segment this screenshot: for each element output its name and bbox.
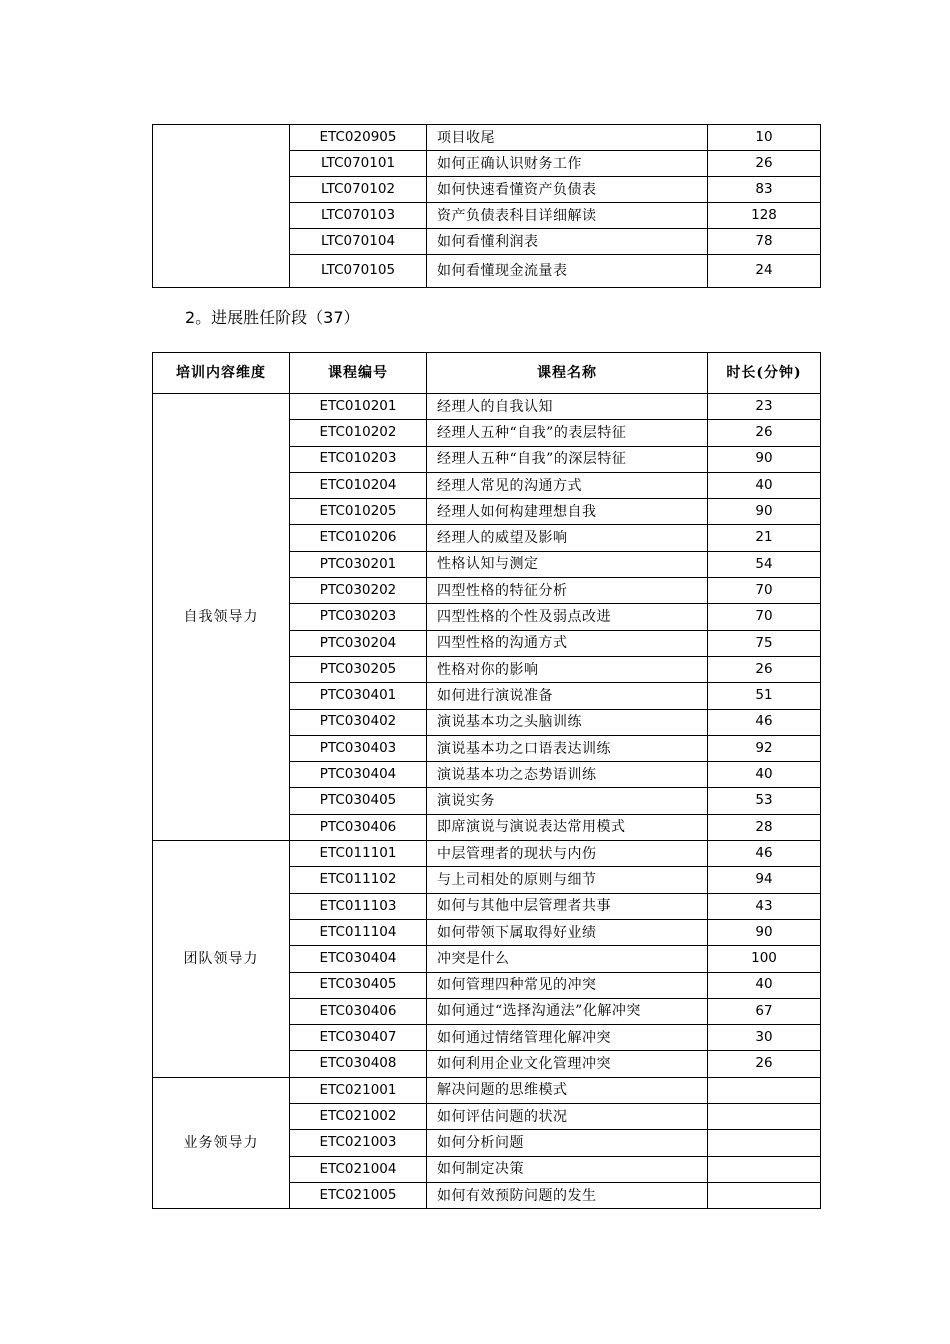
- continued-course-table: [152, 124, 821, 288]
- course-code: ETC030406: [290, 998, 427, 1024]
- course-duration: [708, 1156, 821, 1182]
- course-duration: [708, 1104, 821, 1130]
- course-duration: 26: [708, 151, 821, 177]
- course-duration: [708, 1130, 821, 1156]
- course-code: PTC030202: [290, 578, 427, 604]
- course-name: 演说基本功之态势语训练: [427, 762, 708, 788]
- course-duration: 75: [708, 630, 821, 656]
- course-name: 如何制定决策: [427, 1156, 708, 1182]
- course-code: ETC021001: [290, 1077, 427, 1103]
- course-name: 中层管理者的现状与内伤: [427, 841, 708, 867]
- course-name: 如何正确认识财务工作: [427, 151, 708, 177]
- course-code: ETC021005: [290, 1182, 427, 1208]
- course-code: PTC030403: [290, 735, 427, 761]
- table-row: [153, 1077, 821, 1103]
- course-name: 如何分析问题: [427, 1130, 708, 1156]
- course-name: 经理人五种“自我”的表层特征: [427, 420, 708, 446]
- course-duration: 128: [708, 203, 821, 229]
- course-code: ETC010205: [290, 499, 427, 525]
- course-name: 如何快速看懂资产负债表: [427, 177, 708, 203]
- course-code: ETC010202: [290, 420, 427, 446]
- header-dimension: 培训内容维度: [153, 353, 290, 394]
- course-code: PTC030204: [290, 630, 427, 656]
- course-code: ETC010204: [290, 472, 427, 498]
- course-name: 如何管理四种常见的冲突: [427, 972, 708, 998]
- course-name: 演说基本功之口语表达训练: [427, 735, 708, 761]
- dimension-cell: [153, 125, 290, 288]
- course-name: 如何带领下属取得好业绩: [427, 919, 708, 945]
- course-code: PTC030201: [290, 551, 427, 577]
- course-name: 项目收尾: [427, 125, 708, 151]
- dimension-cell: 自我领导力: [153, 394, 290, 841]
- course-duration: 23: [708, 394, 821, 420]
- course-name: 如何评估问题的状况: [427, 1104, 708, 1130]
- course-name: 与上司相处的原则与细节: [427, 867, 708, 893]
- course-duration: 43: [708, 893, 821, 919]
- table-row: [153, 125, 821, 151]
- course-name: 演说基本功之头脑训练: [427, 709, 708, 735]
- course-name: 如何通过“选择沟通法”化解冲突: [427, 998, 708, 1024]
- course-name: 如何通过情绪管理化解冲突: [427, 1025, 708, 1051]
- course-code: ETC010203: [290, 446, 427, 472]
- course-name: 经理人的威望及影响: [427, 525, 708, 551]
- course-duration: 26: [708, 420, 821, 446]
- course-table: [152, 352, 821, 1209]
- course-duration: 78: [708, 229, 821, 255]
- course-name: 性格对你的影响: [427, 656, 708, 682]
- course-code: ETC021002: [290, 1104, 427, 1130]
- header-row: [153, 353, 821, 394]
- course-duration: 26: [708, 1051, 821, 1077]
- course-code: ETC010206: [290, 525, 427, 551]
- course-code: LTC070103: [290, 203, 427, 229]
- course-name: 四型性格的沟通方式: [427, 630, 708, 656]
- course-name: 经理人五种“自我”的深层特征: [427, 446, 708, 472]
- course-code: PTC030406: [290, 814, 427, 840]
- course-code: ETC011104: [290, 919, 427, 945]
- course-code: ETC021004: [290, 1156, 427, 1182]
- course-name: 经理人的自我认知: [427, 394, 708, 420]
- course-name: 如何利用企业文化管理冲突: [427, 1051, 708, 1077]
- course-code: LTC070105: [290, 255, 427, 288]
- course-code: ETC030405: [290, 972, 427, 998]
- course-name: 如何进行演说准备: [427, 683, 708, 709]
- section-heading: 2。进展胜任阶段（37）: [185, 308, 360, 327]
- course-code: ETC030404: [290, 946, 427, 972]
- course-duration: 30: [708, 1025, 821, 1051]
- course-name: 经理人常见的沟通方式: [427, 472, 708, 498]
- course-duration: 100: [708, 946, 821, 972]
- course-code: ETC010201: [290, 394, 427, 420]
- header-code: 课程编号: [290, 353, 427, 394]
- course-duration: 53: [708, 788, 821, 814]
- course-duration: 83: [708, 177, 821, 203]
- course-duration: 51: [708, 683, 821, 709]
- course-duration: 67: [708, 998, 821, 1024]
- course-code: ETC011103: [290, 893, 427, 919]
- course-name: 如何看懂利润表: [427, 229, 708, 255]
- course-name: 性格认知与测定: [427, 551, 708, 577]
- course-duration: [708, 1182, 821, 1208]
- course-code: ETC011102: [290, 867, 427, 893]
- course-name: 资产负债表科目详细解读: [427, 203, 708, 229]
- course-name: 如何有效预防问题的发生: [427, 1182, 708, 1208]
- course-code: PTC030405: [290, 788, 427, 814]
- header-duration: 时长(分钟): [708, 353, 821, 394]
- course-duration: 70: [708, 604, 821, 630]
- course-duration: 70: [708, 578, 821, 604]
- course-duration: 24: [708, 255, 821, 288]
- course-name: 四型性格的特征分析: [427, 578, 708, 604]
- course-code: PTC030205: [290, 656, 427, 682]
- course-name: 经理人如何构建理想自我: [427, 499, 708, 525]
- course-duration: 46: [708, 709, 821, 735]
- course-name: 如何看懂现金流量表: [427, 255, 708, 288]
- course-code: ETC030407: [290, 1025, 427, 1051]
- course-duration: 46: [708, 841, 821, 867]
- course-name: 即席演说与演说表达常用模式: [427, 814, 708, 840]
- course-duration: 90: [708, 499, 821, 525]
- course-duration: 54: [708, 551, 821, 577]
- course-duration: 21: [708, 525, 821, 551]
- course-name: 解决问题的思维模式: [427, 1077, 708, 1103]
- dimension-cell: 业务领导力: [153, 1077, 290, 1208]
- course-code: ETC030408: [290, 1051, 427, 1077]
- course-code: PTC030203: [290, 604, 427, 630]
- course-duration: [708, 1077, 821, 1103]
- course-duration: 94: [708, 867, 821, 893]
- course-duration: 90: [708, 446, 821, 472]
- course-name: 冲突是什么: [427, 946, 708, 972]
- course-name: 演说实务: [427, 788, 708, 814]
- table-row: [153, 841, 821, 867]
- course-duration: 26: [708, 656, 821, 682]
- dimension-cell: 团队领导力: [153, 841, 290, 1078]
- course-code: PTC030404: [290, 762, 427, 788]
- table-row: [153, 394, 821, 420]
- header-name: 课程名称: [427, 353, 708, 394]
- course-duration: 40: [708, 972, 821, 998]
- course-duration: 28: [708, 814, 821, 840]
- course-code: LTC070101: [290, 151, 427, 177]
- course-code: LTC070102: [290, 177, 427, 203]
- course-name: 如何与其他中层管理者共事: [427, 893, 708, 919]
- course-duration: 92: [708, 735, 821, 761]
- course-duration: 40: [708, 762, 821, 788]
- course-duration: 40: [708, 472, 821, 498]
- course-name: 四型性格的个性及弱点改进: [427, 604, 708, 630]
- course-duration: 90: [708, 919, 821, 945]
- course-code: ETC011101: [290, 841, 427, 867]
- course-code: PTC030402: [290, 709, 427, 735]
- course-code: ETC021003: [290, 1130, 427, 1156]
- course-code: PTC030401: [290, 683, 427, 709]
- course-duration: 10: [708, 125, 821, 151]
- course-code: ETC020905: [290, 125, 427, 151]
- course-code: LTC070104: [290, 229, 427, 255]
